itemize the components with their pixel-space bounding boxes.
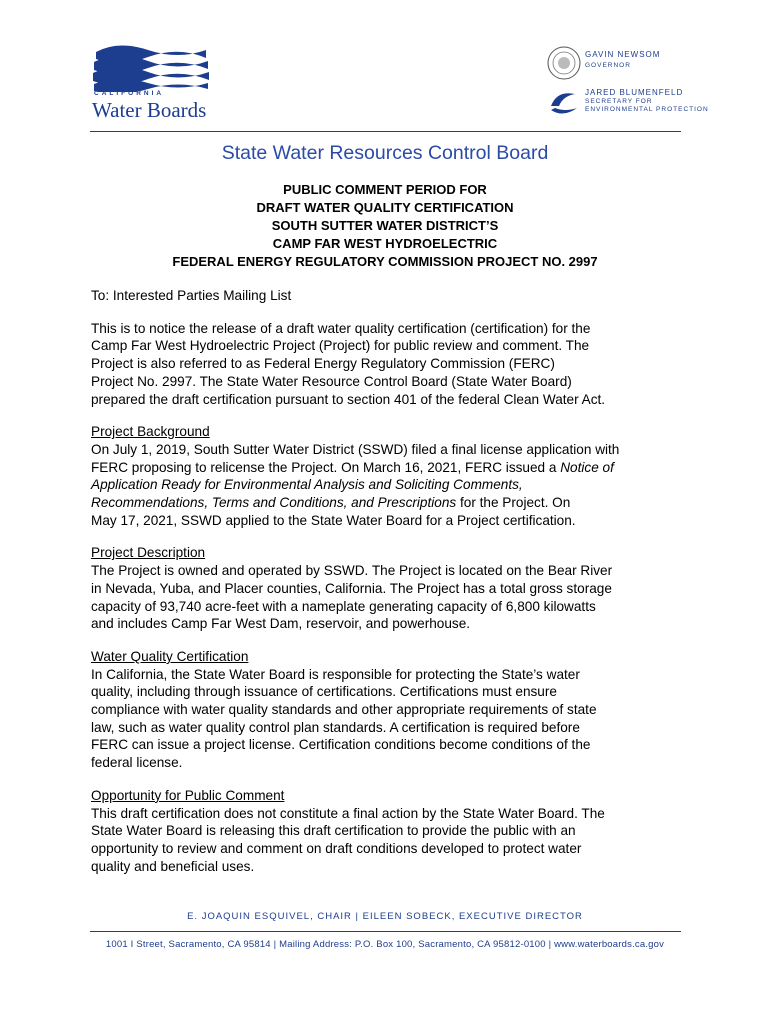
text-line: federal license.	[91, 755, 183, 771]
text-line	[91, 494, 691, 512]
notice-title-text: Notice of	[560, 459, 614, 475]
officials-block	[545, 44, 725, 122]
subject-line: FEDERAL ENERGY REGULATORY COMMISSION PROJECT NO. 2997	[172, 254, 598, 269]
logo-name-text: Water Boards	[92, 98, 207, 122]
subject-line: PUBLIC COMMENT PERIOD FOR	[283, 182, 487, 197]
text-line: prepared the draft certification pursuant to section 401 of the federal Clean Water Act.	[91, 391, 606, 407]
calepa-logo-icon	[547, 88, 581, 118]
secretary-title-line1: SECRETARY FOR	[585, 98, 653, 105]
background-section	[91, 423, 691, 529]
subject-line: CAMP FAR WEST HYDROELECTRIC	[272, 236, 498, 251]
intro-paragraph	[91, 320, 691, 409]
text-line: In California, the State Water Board is responsible for protecting the State’s water	[91, 666, 580, 682]
footer-divider	[90, 931, 681, 932]
text-line: capacity of 93,740 acre-feet with a nameplate generating capacity of 6,800 kilowatts	[91, 598, 596, 614]
logo-state-text: CALIFORNIA	[94, 90, 165, 97]
text-line: compliance with water quality standards and other appropriate requirements of state	[91, 702, 597, 718]
text-line: Camp Far West Hydroelectric Project (Project) for public review and comment. The	[91, 338, 590, 354]
footer-address: 1001 I Street, Sacramento, CA 95814 | Mailing Address: P.O. Box 100, Sacramento, CA 95812-0100 | www.waterboards.ca.gov	[105, 939, 665, 950]
secretary-name: JARED BLUMENFELD	[585, 88, 684, 97]
secretary-title-line2: ENVIRONMENTAL PROTECTION	[585, 106, 709, 113]
text-line: State Water Board is releasing this draft certification to provide the public with an	[91, 823, 576, 839]
subject-heading	[0, 181, 770, 271]
description-heading: Project Description	[91, 545, 206, 561]
governor-title: GOVERNOR	[585, 62, 631, 69]
certification-heading: Water Quality Certification	[91, 648, 249, 664]
text-line: Project No. 2997. The State Water Resource Control Board (State Water Board)	[91, 373, 572, 389]
text-line: and includes Camp Far West Dam, reservoir, and powerhouse.	[91, 616, 471, 632]
text-line: FERC can issue a project license. Certification conditions become conditions of the	[91, 737, 591, 753]
text-line: On July 1, 2019, South Sutter Water District (SSWD) filed a final license application with	[91, 441, 620, 457]
letter-body	[91, 287, 691, 890]
subject-line: SOUTH SUTTER WATER DISTRICT’S	[271, 218, 499, 233]
opportunity-section	[91, 787, 691, 876]
text-line: The Project is owned and operated by SSWD. The Project is located on the Bear River	[91, 563, 613, 579]
footer-signatories: E. JOAQUIN ESQUIVEL, CHAIR | EILEEN SOBECK, EXECUTIVE DIRECTOR	[187, 911, 583, 922]
text-fragment: FERC proposing to relicense the Project. On March 16, 2021, FERC issued a	[91, 459, 561, 475]
text-fragment: for the Project. On	[456, 495, 571, 511]
subject-line: DRAFT WATER QUALITY CERTIFICATION	[256, 200, 514, 215]
water-boards-logo	[88, 44, 213, 122]
text-line: in Nevada, Yuba, and Placer counties, California. The Project has a total gross storage	[91, 580, 612, 596]
notice-title-text: Application Ready for Environmental Analysis and Soliciting Comments,	[91, 477, 523, 493]
text-line: opportunity to review and comment on draft conditions developed to protect water	[91, 840, 582, 856]
board-title: State Water Resources Control Board	[221, 142, 549, 164]
state-seal-icon	[547, 46, 581, 80]
governor-name: GAVIN NEWSOM	[585, 50, 661, 59]
text-line: Project is also referred to as Federal Energy Regulatory Commission (FERC)	[91, 356, 555, 372]
text-line: This draft certification does not constitute a final action by the State Water Board. The	[91, 805, 605, 821]
certification-section	[91, 648, 691, 772]
description-section	[91, 544, 691, 633]
opportunity-heading: Opportunity for Public Comment	[91, 787, 285, 803]
to-line: To: Interested Parties Mailing List	[91, 288, 292, 303]
text-line: law, such as water quality control plan standards. A certification is required before	[91, 719, 580, 735]
text-line: May 17, 2021, SSWD applied to the State Water Board for a Project certification.	[91, 512, 576, 528]
text-line: This is to notice the release of a draft water quality certification (certification) for the	[91, 320, 591, 336]
text-line: quality and beneficial uses.	[91, 858, 255, 874]
water-waves-icon	[88, 44, 213, 92]
notice-title-text: Recommendations, Terms and Conditions, and Prescriptions	[91, 495, 457, 511]
background-heading: Project Background	[91, 424, 210, 440]
text-line: quality, including through issuance of certifications. Certifications must ensure	[91, 684, 557, 700]
text-line	[91, 459, 691, 477]
header-divider	[90, 131, 681, 132]
